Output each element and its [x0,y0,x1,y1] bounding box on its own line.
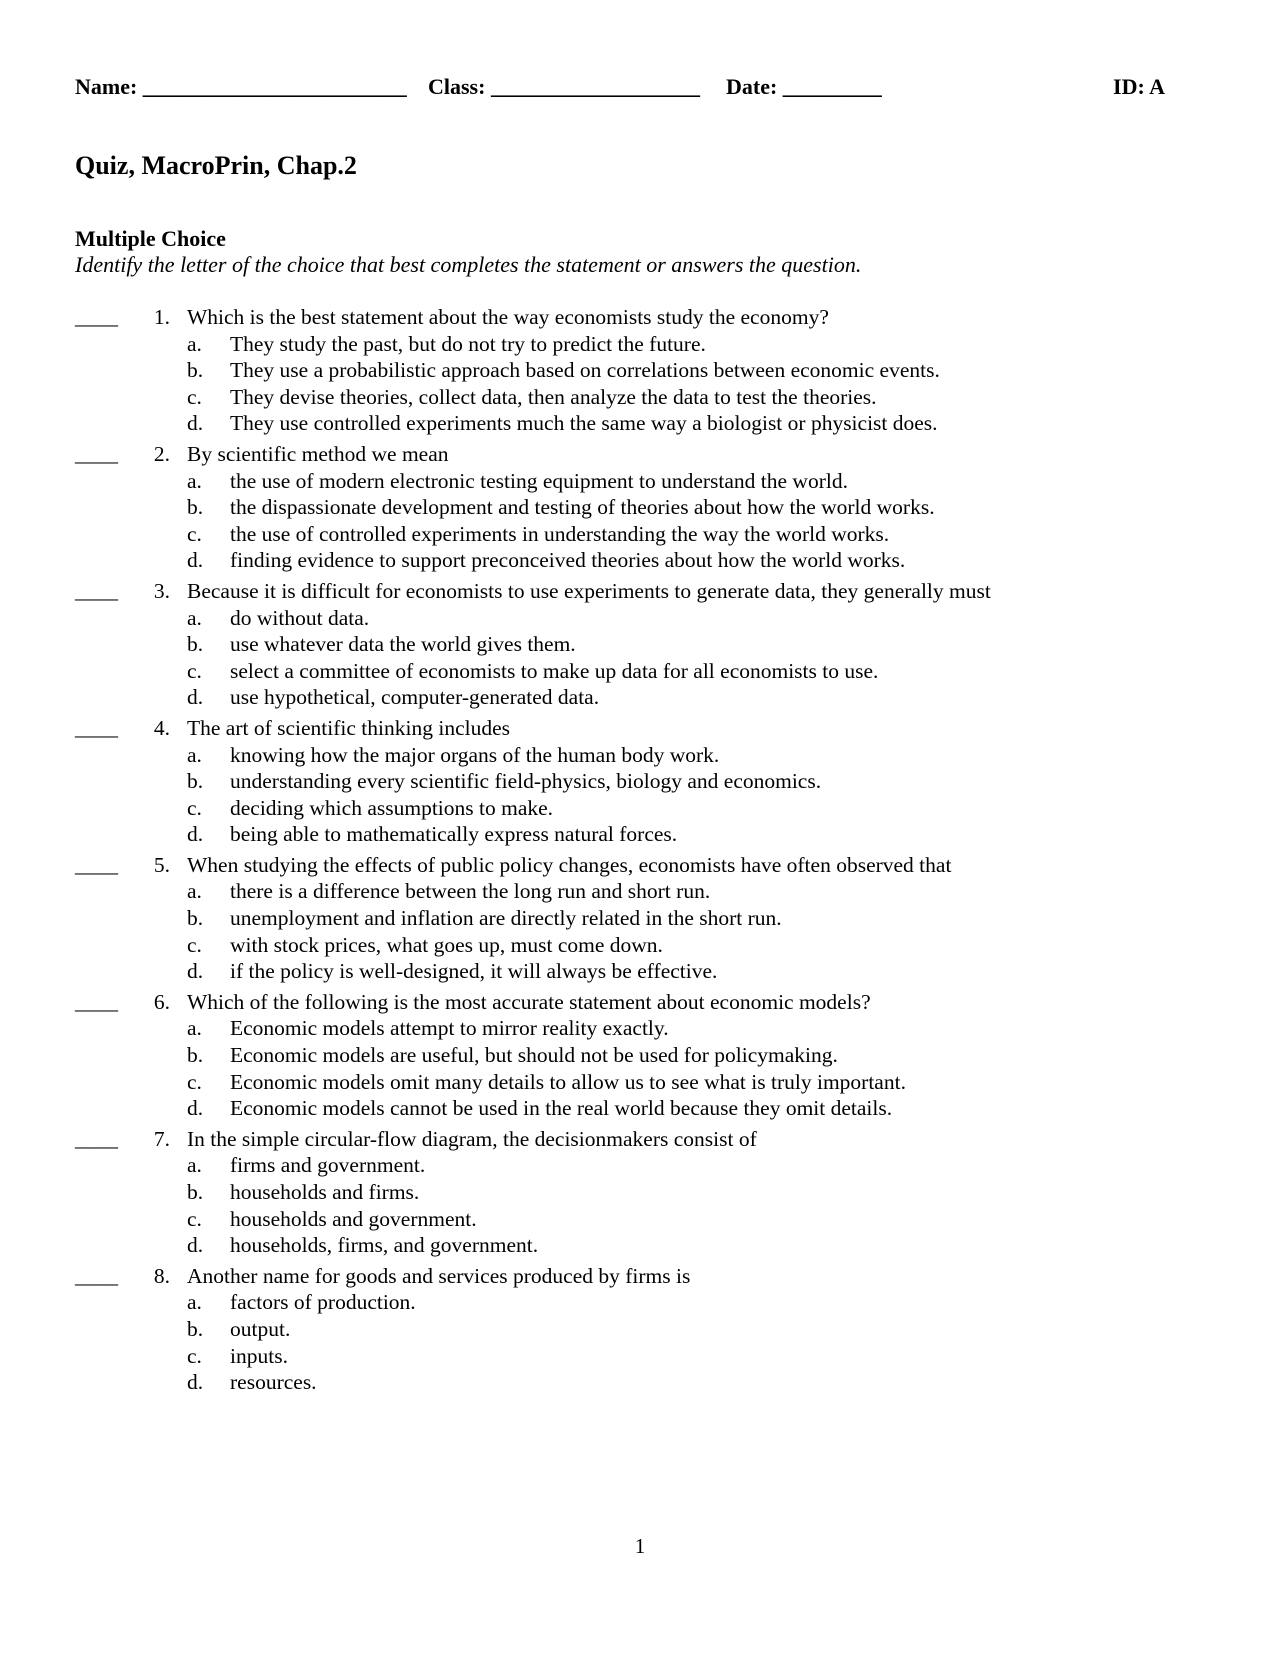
question-number: 7. [153,1126,170,1151]
choice-letter: b. [187,1180,204,1204]
choice-a [0,878,1280,905]
question-4 [0,715,1280,848]
question-number: 5. [153,852,170,877]
choice-text: firms and government. [230,1153,426,1178]
choice-text: the use of controlled experiments in understanding the way the world works. [230,521,890,546]
choice-text: factors of production. [230,1290,416,1315]
choice-text: unemployment and inflation are directly related in the short run. [230,906,782,931]
choice-text: the dispassionate development and testing of theories about how the world works. [230,495,935,520]
choice-letter: c. [187,1343,202,1368]
choice-a [0,468,1280,495]
choice-b [0,357,1280,384]
choice-d [0,821,1280,848]
choice-c [0,795,1280,822]
question-3 [0,578,1280,711]
answer-blank[interactable]: ____ [75,989,118,1014]
answer-blank[interactable]: ____ [75,1126,118,1151]
choice-letter: a. [187,742,202,767]
choice-a [0,605,1280,632]
choice-a [0,1015,1280,1042]
choice-letter: a. [187,1016,202,1041]
question-6 [0,989,1280,1122]
choice-c [0,932,1280,959]
choice-b [0,1179,1280,1206]
choice-letter: d. [187,548,204,573]
question-number: 8. [153,1263,170,1288]
choice-letter: b. [187,1043,204,1068]
answer-blank[interactable]: ____ [75,1263,118,1288]
answer-blank[interactable]: ____ [75,852,118,877]
choice-text: resources. [230,1370,317,1395]
question-stem [0,1263,1280,1290]
choice-letter: c. [187,932,202,957]
choice-a [0,1289,1280,1316]
question-2 [0,441,1280,574]
question-text: Which is the best statement about the way economists study the economy? [187,305,829,329]
choice-d [0,547,1280,574]
answer-blank[interactable]: ____ [75,441,118,466]
quiz-title: Quiz, MacroPrin, Chap.2 [75,151,357,180]
choice-letter: c. [187,384,202,409]
question-number: 3. [153,578,170,603]
choice-letter: b. [187,632,204,657]
choice-d [0,410,1280,437]
choice-text: use hypothetical, computer-generated data. [230,685,600,710]
choice-text: output. [230,1316,291,1341]
choice-letter: d. [187,1370,204,1395]
choice-letter: b. [187,769,204,794]
choice-text: inputs. [230,1343,288,1368]
choice-text: being able to mathematically express natural forces. [230,822,678,847]
section-instructions: Identify the letter of the choice that best completes the statement or answers the question. [75,252,862,277]
choice-letter: c. [187,521,202,546]
choice-b [0,1042,1280,1069]
choice-text: the use of modern electronic testing equipment to understand the world. [230,468,848,493]
choice-letter: a. [187,879,202,904]
choice-c [0,1069,1280,1096]
question-stem [0,1126,1280,1153]
choice-letter: c. [187,1069,202,1094]
choice-letter: c. [187,658,202,683]
choice-b [0,494,1280,521]
choice-letter: b. [187,906,204,931]
section-heading: Multiple Choice [75,226,226,251]
question-text: Because it is difficult for economists to use experiments to generate data, they generally must [187,578,991,603]
question-list [0,304,1280,1400]
choice-text: They study the past, but do not try to predict the future. [230,331,706,356]
choice-letter: c. [187,795,202,820]
question-stem [0,852,1280,879]
choice-letter: d. [187,822,204,847]
choice-text: deciding which assumptions to make. [230,795,554,820]
choice-letter: d. [187,411,204,436]
choice-d [0,1369,1280,1396]
choice-b [0,768,1280,795]
choice-text: select a committee of economists to make up data for all economists to use. [230,658,879,683]
choice-letter: d. [187,685,204,710]
choice-text: understanding every scientific field-physics, biology and economics. [230,769,822,794]
question-text: Which of the following is the most accurate statement about economic models? [187,989,871,1014]
choice-d [0,958,1280,985]
choice-text: They devise theories, collect data, then analyze the data to test the theories. [230,384,877,409]
date-field: Date: _________ [726,74,882,99]
choice-letter: c. [187,1206,202,1231]
question-stem [0,715,1280,742]
choice-letter: a. [187,468,202,493]
choice-c [0,658,1280,685]
question-stem [0,441,1280,468]
choice-letter: b. [187,1316,204,1341]
choice-text: finding evidence to support preconceived theories about how the world works. [230,548,906,573]
question-1 [0,304,1280,437]
choice-b [0,631,1280,658]
quiz-id: ID: A [1113,74,1165,99]
choice-c [0,1206,1280,1233]
question-7 [0,1126,1280,1259]
choice-c [0,384,1280,411]
choice-c [0,1343,1280,1370]
choice-a [0,1152,1280,1179]
question-number: 1. [153,305,170,329]
choice-text: Economic models attempt to mirror reality exactly. [230,1016,669,1041]
question-number: 4. [153,715,170,740]
question-stem [0,989,1280,1016]
question-number: 6. [153,989,170,1014]
answer-blank[interactable]: ____ [75,715,118,740]
choice-a [0,742,1280,769]
choice-letter: b. [187,358,204,383]
page-number: 1 [634,1534,646,1558]
choice-text: They use a probabilistic approach based on correlations between economic events. [230,358,940,383]
choice-a [0,331,1280,358]
question-number: 2. [153,441,170,466]
choice-text: there is a difference between the long run and short run. [230,879,711,904]
choice-letter: a. [187,331,202,356]
choice-d [0,1095,1280,1122]
answer-blank[interactable]: ____ [75,305,118,329]
choice-text: Economic models omit many details to allow us to see what is truly important. [230,1069,906,1094]
choice-text: do without data. [230,605,370,630]
choice-text: if the policy is well-designed, it will always be effective. [230,959,718,984]
class-field: Class: ___________________ [428,74,700,99]
answer-blank[interactable]: ____ [75,578,118,603]
choice-text: households and government. [230,1206,477,1231]
choice-text: households and firms. [230,1180,420,1204]
question-text: By scientific method we mean [187,441,449,466]
choice-text: households, firms, and government. [230,1233,539,1258]
question-text: Another name for goods and services produced by firms is [187,1263,691,1288]
question-5 [0,852,1280,985]
choice-b [0,1316,1280,1343]
choice-letter: d. [187,959,204,984]
choice-b [0,905,1280,932]
choice-d [0,684,1280,711]
choice-text: with stock prices, what goes up, must come down. [230,932,663,957]
choice-text: They use controlled experiments much the same way a biologist or physicist does. [230,411,938,436]
choice-letter: a. [187,1290,202,1315]
question-text: In the simple circular-flow diagram, the decisionmakers consist of [187,1126,757,1151]
choice-c [0,521,1280,548]
question-stem [0,578,1280,605]
question-8 [0,1263,1280,1396]
choice-letter: b. [187,495,204,520]
question-text: When studying the effects of public policy changes, economists have often observed that [187,852,952,877]
question-stem [0,304,1280,331]
choice-text: Economic models are useful, but should not be used for policymaking. [230,1043,838,1068]
name-field: Name: ________________________ [75,74,407,99]
choice-letter: d. [187,1096,204,1121]
choice-d [0,1232,1280,1259]
choice-text: use whatever data the world gives them. [230,632,576,657]
choice-text: knowing how the major organs of the human body work. [230,742,720,767]
choice-letter: a. [187,1153,202,1178]
choice-text: Economic models cannot be used in the real world because they omit details. [230,1096,893,1121]
choice-letter: a. [187,605,202,630]
question-text: The art of scientific thinking includes [187,715,511,740]
choice-letter: d. [187,1233,204,1258]
